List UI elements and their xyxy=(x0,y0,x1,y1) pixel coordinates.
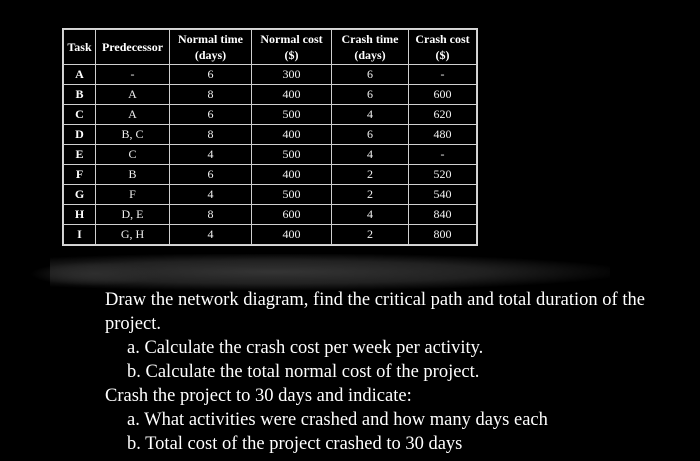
cell-predecessor: F xyxy=(96,185,170,205)
header-predecessor: Predecessor xyxy=(96,30,170,65)
table-row xyxy=(64,65,477,85)
table-row xyxy=(64,85,477,105)
question-part-b: b. Calculate the total normal cost of the project. xyxy=(127,362,480,382)
cell-normal-time: 6 xyxy=(170,65,252,85)
cell-task: D xyxy=(64,125,96,145)
header-crash-cost: Crash cost ($) xyxy=(409,30,477,65)
cell-crash-time: 2 xyxy=(332,185,409,205)
cell-crash-cost: 520 xyxy=(409,165,477,185)
cell-normal-cost: 400 xyxy=(252,165,332,185)
cell-normal-cost: 500 xyxy=(252,105,332,125)
cell-task: G xyxy=(64,185,96,205)
header-task: Task xyxy=(64,30,96,65)
cell-task: A xyxy=(64,65,96,85)
header-crash-time: Crash time (days) xyxy=(332,30,409,65)
table-row xyxy=(64,105,477,125)
table-row xyxy=(64,185,477,205)
table-row xyxy=(64,165,477,185)
cell-crash-time: 2 xyxy=(332,165,409,185)
cell-normal-time: 4 xyxy=(170,225,252,245)
table-row xyxy=(64,225,477,245)
cell-task: I xyxy=(64,225,96,245)
cell-crash-cost: 840 xyxy=(409,205,477,225)
cell-normal-cost: 400 xyxy=(252,125,332,145)
cell-task: F xyxy=(64,165,96,185)
cell-crash-time: 4 xyxy=(332,145,409,165)
cell-normal-time: 6 xyxy=(170,165,252,185)
cell-predecessor: B, C xyxy=(96,125,170,145)
table-header-row xyxy=(64,30,477,65)
cell-predecessor: G, H xyxy=(96,225,170,245)
cell-normal-cost: 300 xyxy=(252,65,332,85)
cell-crash-cost: 620 xyxy=(409,105,477,125)
question-intro: Draw the network diagram, find the critical path and total duration of the project. xyxy=(105,290,645,334)
header-normal-cost: Normal cost ($) xyxy=(252,30,332,65)
cell-predecessor: B xyxy=(96,165,170,185)
cell-crash-time: 4 xyxy=(332,105,409,125)
project-table xyxy=(62,28,478,246)
header-normal-time: Normal time (days) xyxy=(170,30,252,65)
cell-normal-cost: 400 xyxy=(252,225,332,245)
cell-crash-time: 6 xyxy=(332,65,409,85)
table-row xyxy=(64,145,477,165)
cell-normal-cost: 500 xyxy=(252,185,332,205)
cell-predecessor: A xyxy=(96,105,170,125)
cell-crash-cost: 800 xyxy=(409,225,477,245)
cell-predecessor: - xyxy=(96,65,170,85)
cell-crash-time: 4 xyxy=(332,205,409,225)
question-crash-intro: Crash the project to 30 days and indicate: xyxy=(105,386,412,406)
cell-normal-cost: 600 xyxy=(252,205,332,225)
question-crash-a: a. What activities were crashed and how many days each xyxy=(127,410,548,430)
cell-normal-cost: 400 xyxy=(252,85,332,105)
cell-crash-cost: 600 xyxy=(409,85,477,105)
cell-normal-time: 8 xyxy=(170,205,252,225)
question-text xyxy=(105,288,685,456)
cell-normal-time: 8 xyxy=(170,85,252,105)
cell-crash-time: 6 xyxy=(332,125,409,145)
cell-normal-time: 6 xyxy=(170,105,252,125)
question-crash-b: b. Total cost of the project crashed to 30 days xyxy=(127,434,463,454)
cell-crash-time: 2 xyxy=(332,225,409,245)
cell-task: C xyxy=(64,105,96,125)
cell-normal-cost: 500 xyxy=(252,145,332,165)
cell-crash-cost: 480 xyxy=(409,125,477,145)
cell-predecessor: D, E xyxy=(96,205,170,225)
table-row xyxy=(64,205,477,225)
cell-crash-cost: - xyxy=(409,145,477,165)
cell-task: B xyxy=(64,85,96,105)
cell-normal-time: 8 xyxy=(170,125,252,145)
redaction-smudge xyxy=(30,262,160,286)
cell-crash-cost: 540 xyxy=(409,185,477,205)
cell-crash-time: 6 xyxy=(332,85,409,105)
cell-predecessor: A xyxy=(96,85,170,105)
cell-normal-time: 4 xyxy=(170,145,252,165)
cell-predecessor: C xyxy=(96,145,170,165)
cell-normal-time: 4 xyxy=(170,185,252,205)
question-part-a: a. Calculate the crash cost per week per activity. xyxy=(127,338,484,358)
cell-task: H xyxy=(64,205,96,225)
table-row xyxy=(64,125,477,145)
activity-table xyxy=(63,29,477,245)
cell-crash-cost: - xyxy=(409,65,477,85)
cell-task: E xyxy=(64,145,96,165)
